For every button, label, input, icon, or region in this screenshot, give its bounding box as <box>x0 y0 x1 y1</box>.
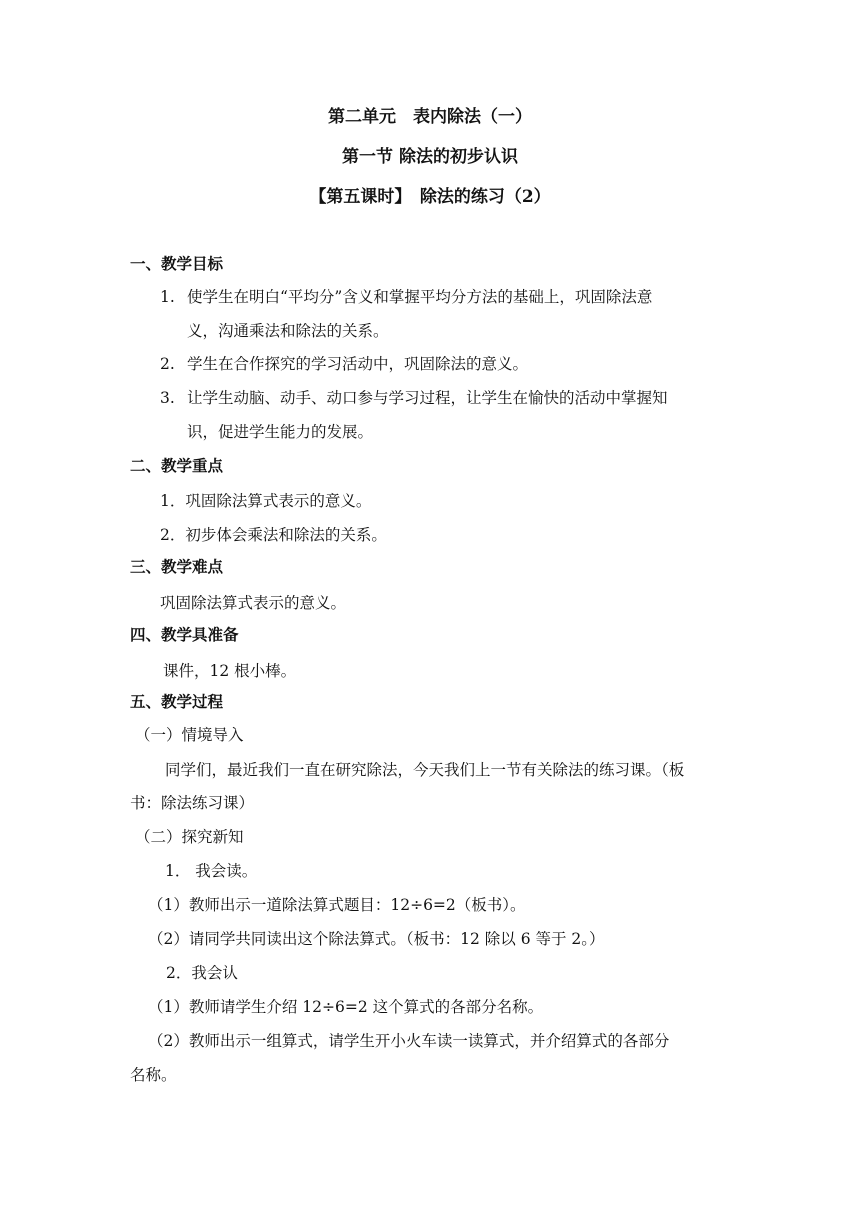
keypoint-2: 2．初步体会乘法和除法的关系。 <box>160 526 387 544</box>
step-1: 1． 我会读。 <box>165 862 258 880</box>
objective-1-continued: 义，沟通乘法和除法的关系。 <box>187 322 389 340</box>
objective-text: 让学生动脑、动手、动口参与学习过程，让学生在愉快的活动中掌握知 <box>187 389 668 407</box>
materials-heading: 四、教学具准备 <box>130 625 239 644</box>
objective-text: 学生在合作探究的学习活动中，巩固除法的意义。 <box>187 355 529 373</box>
objective-number: 3. <box>160 389 175 407</box>
objective-1 <box>160 286 652 308</box>
lesson-title: 【第五课时】 除法的练习（2） <box>309 187 551 207</box>
objective-3 <box>160 387 668 409</box>
objectives-heading: 一、教学目标 <box>130 254 224 273</box>
materials-text: 课件，12 根小棒。 <box>163 662 297 680</box>
objective-3-continued: 识，促进学生能力的发展。 <box>187 423 374 441</box>
step-2: 2．我会认 <box>166 964 238 982</box>
part1-paragraph-continued: 书：除法练习课） <box>130 794 255 812</box>
part1-title: （一）情境导入 <box>135 726 244 744</box>
keypoints-heading: 二、教学重点 <box>130 456 224 475</box>
part2-title: （二）探究新知 <box>135 828 244 846</box>
step-2-b: （2）教师出示一组算式，请学生开小火车读一读算式，并介绍算式的各部分 <box>148 1032 670 1050</box>
objective-number: 2. <box>160 355 175 373</box>
step-2-b-continued: 名称。 <box>130 1066 177 1084</box>
step-1-a: （1）教师出示一道除法算式题目：12÷6=2（板书）。 <box>148 896 526 914</box>
section-title: 第一节 除法的初步认识 <box>342 147 518 167</box>
objective-2 <box>160 353 528 375</box>
step-1-b: （2）请同学共同读出这个除法算式。（板书：12 除以 6 等于 2。） <box>148 930 605 948</box>
objective-text: 使学生在明白“平均分”含义和掌握平均分方法的基础上，巩固除法意 <box>187 288 653 306</box>
difficulties-text: 巩固除法算式表示的意义。 <box>160 594 347 612</box>
part1-paragraph: 同学们，最近我们一直在研究除法，今天我们上一节有关除法的练习课。（板 <box>165 761 685 779</box>
step-2-a: （1）教师请学生介绍 12÷6=2 这个算式的各部分名称。 <box>148 998 544 1016</box>
objective-number: 1. <box>160 288 175 306</box>
difficulties-heading: 三、教学难点 <box>130 557 224 576</box>
unit-title: 第二单元 表内除法（一） <box>328 107 532 127</box>
process-heading: 五、教学过程 <box>130 692 224 711</box>
keypoint-1: 1．巩固除法算式表示的意义。 <box>160 492 372 510</box>
